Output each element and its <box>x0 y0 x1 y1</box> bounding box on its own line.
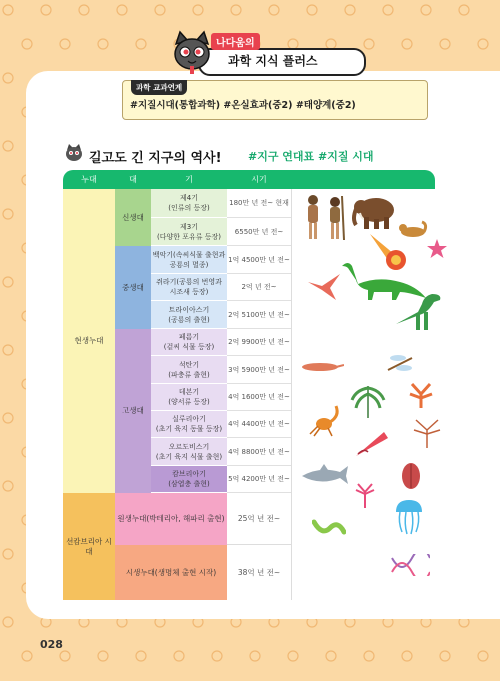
page-number: 028 <box>40 638 63 651</box>
starfish-icon <box>426 238 448 260</box>
tree-fern-icon <box>410 414 444 448</box>
eon-phanerozoic: 현생누대 <box>63 189 115 493</box>
cat-head-icon <box>64 143 84 163</box>
dna-icon <box>390 554 430 576</box>
dragonfly-icon <box>384 352 416 376</box>
period-cell: 오르도비스기 (초기 육지 식물 출현) <box>151 438 227 466</box>
trilobite-icon <box>400 462 422 490</box>
pterosaur-icon <box>306 272 342 302</box>
section-title: 길고도 긴 지구의 역사! <box>89 151 222 166</box>
era-mesozoic: 중생대 <box>115 246 151 329</box>
shark-icon <box>300 464 350 486</box>
series-label: 나다움의 <box>211 33 260 50</box>
curriculum-label: 과학 교과연계 <box>131 80 187 95</box>
banner-title: 과학 지식 플러스 <box>228 54 318 68</box>
header-period: 기 <box>185 175 193 184</box>
time-cell: 3억 5900만 년 전~ <box>227 356 291 384</box>
caveman-icon <box>298 192 350 244</box>
period-cell: 실루리아기 (초기 육지 동물 등장) <box>151 411 227 438</box>
theropod-icon <box>392 290 444 332</box>
time-cell: 4억 1600만 년 전~ <box>227 384 291 411</box>
time-cell: 2억 9900만 년 전~ <box>227 329 291 356</box>
time-cell: 4억 4400만 년 전~ <box>227 411 291 438</box>
coral-icon <box>406 380 436 408</box>
salamander-icon <box>300 360 344 374</box>
period-cell: 페름기 (겉씨 식물 등장) <box>151 329 227 356</box>
table-header <box>63 170 435 189</box>
nautiloid-icon <box>354 428 390 458</box>
time-cell: 180만 년 전~ 현재 <box>227 189 291 218</box>
period-cell: 데본기 (양서류 등장) <box>151 384 227 411</box>
period-cell: 제3기 (다양한 포유류 등장) <box>151 218 227 246</box>
mammoth-icon <box>352 193 398 231</box>
period-cell: 석탄기 (파충류 출현) <box>151 356 227 384</box>
time-cell: 4억 8800만 년 전~ <box>227 438 291 466</box>
period-cell: 제4기 (인류의 등장) <box>151 189 227 218</box>
proterozoic-time: 25억 년 전~ <box>227 493 291 545</box>
period-cell: 백악기(속씨식물 출현과 공룡의 멸종) <box>151 246 227 274</box>
header-time: 시기 <box>251 175 267 184</box>
eon-precambrian: 선캄브리아 시대 <box>63 493 115 600</box>
period-cell: 쥐라기(공룡의 번영과 시조새 등장) <box>151 274 227 301</box>
scorpion-icon <box>308 404 342 438</box>
period-cell: 캄브리아기 (삼엽충 출현) <box>151 466 227 493</box>
curriculum-tags: #지질시대(통합과학) #온실효과(중2) #태양계(중2) <box>130 100 356 111</box>
sea-lily-icon <box>354 482 376 508</box>
time-cell: 1억 4500만 년 전~ <box>227 246 291 274</box>
header-eon: 누대 <box>81 175 97 184</box>
section-hashtags: #지구 연대표 #지질 시대 <box>248 150 374 163</box>
header-era: 대 <box>129 175 137 184</box>
archean-row: 시생누대(생명체 출현 시작) <box>115 545 227 600</box>
time-cell: 2억 년 전~ <box>227 274 291 301</box>
jellyfish-icon <box>394 498 424 536</box>
proterozoic-row: 원생누대(박테리아, 해파리 출현) <box>115 493 227 545</box>
worm-icon <box>312 518 346 536</box>
era-paleozoic: 고생대 <box>115 329 151 493</box>
era-cenozoic: 신생대 <box>115 189 151 246</box>
fern-icon <box>350 378 386 418</box>
time-cell: 6550만 년 전~ <box>227 218 291 246</box>
time-cell: 5억 4200만 년 전~ <box>227 466 291 493</box>
period-cell: 트라이아스기 (공룡의 출현) <box>151 301 227 329</box>
time-cell: 2억 5100만 년 전~ <box>227 301 291 329</box>
archean-time: 38억 년 전~ <box>227 545 291 600</box>
cat-mascot-icon <box>170 30 214 74</box>
curriculum-box <box>122 80 428 120</box>
